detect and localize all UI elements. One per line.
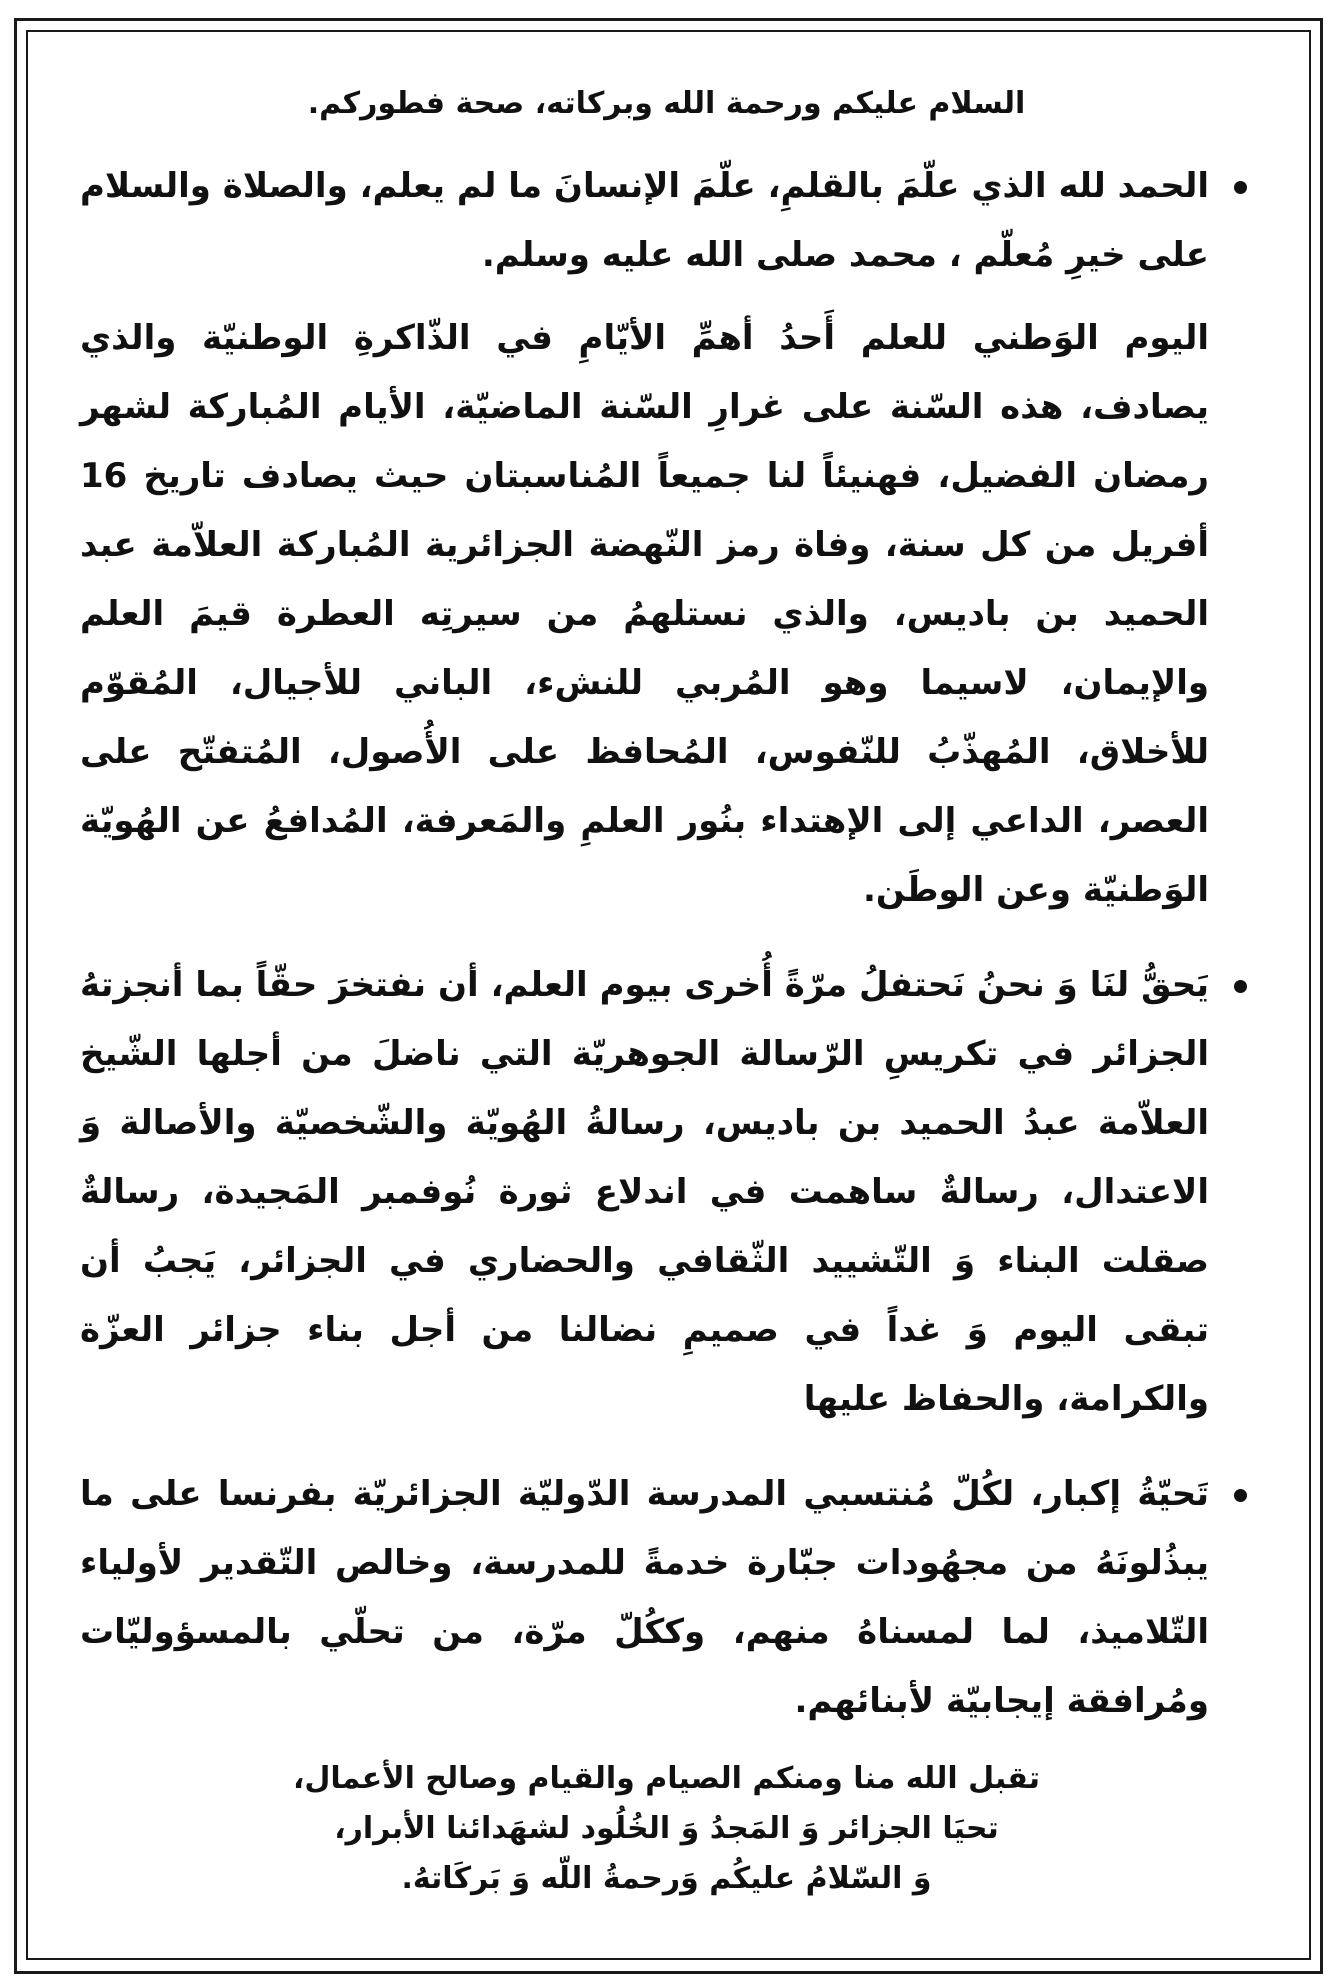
bullet-icon	[1234, 181, 1247, 194]
paragraph-text: تَحيّةُ إكبار، لكُلّ مُنتسبي المدرسة الدّوليّة الجزائريّة بفرنسا على ما يبذُلونَهُ من مجهُودات جبّارة خدمةً للمدرسة، وخالص التّقدير لأولياء التّلاميذ، لما لمسناهُ منهم، وككُلّ مرّة، من تحلّي بالمسؤوليّات ومُرافقة إيجابيّة لأبنائهم.	[80, 1474, 1209, 1721]
closing-block	[80, 1754, 1253, 1904]
closing-line-2: تحيَا الجزائر وَ المَجدُ وَ الخُلُود لشهَدائنا الأبرار،	[334, 1811, 999, 1846]
bullet-icon	[1234, 980, 1247, 993]
greeting-line: السلام عليكم ورحمة الله وبركاته، صحة فطوركم.	[307, 86, 1026, 121]
document-body	[80, 60, 1253, 1938]
paragraph-4	[80, 1460, 1253, 1736]
paragraph-3	[80, 951, 1253, 1434]
paragraph-1	[80, 152, 1253, 290]
paragraph-text: اليوم الوَطني للعلم أَحدُ أهمِّ الأيّامِ في الذّاكرةِ الوطنيّة والذي يصادف، هذه السّنة على غرارِ السّنة الماضيّة، الأيام المُباركة لشهر رمضان الفضيل، فهنيئاً لنا جميعاً المُناسبتان حيث يصادف تاريخ 16 أفريل من كل سنة، وفاة رمز النّهضة الجزائرية المُباركة العلاّمة عبد الحميد بن باديس، والذي نستلهمُ من سيرتِه العطرة قيمَ العلم والإيمان، لاسيما وهو المُربي للنشء، الباني للأجيال، المُقوّم للأخلاق، المُهذّبُ للنّفوس، المُحافظ على الأُصول، المُتفتّح على العصر، الداعي إلى الإهتداء بنُور العلمِ والمَعرفة، المُدافعُ عن الهُويّة الوَطنيّة وعن الوطَن.	[80, 318, 1209, 910]
paragraph-text: يَحقُّ لنَا وَ نحنُ نَحتفلُ مرّةً أُخرى بيوم العلم، أن نفتخرَ حقّاً بما أنجزتهُ الجزائر في تكريسِ الرّسالة الجوهريّة التي ناضلَ من أجلها الشّيخ العلاّمة عبدُ الحميد بن باديس، رسالةُ الهُويّة والشّخصيّة والأصالة وَ الاعتدال، رسالةٌ ساهمت في اندلاع ثورة نُوفمبر المَجيدة، رسالةٌ صقلت البناء وَ التّشييد الثّقافي والحضاري في الجزائر، يَجبُ أن تبقى اليوم وَ غداً في صميمِ نضالنا من أجل بناء جزائر العزّة والكرامة، والحفاظ عليها	[80, 965, 1209, 1419]
paragraph-2	[80, 304, 1253, 925]
paragraph-text: الحمد لله الذي علّمَ بالقلمِ، علّمَ الإنسانَ ما لم يعلم، والصلاة والسلام على خيرِ مُعلّم ، محمد صلى الله عليه وسلم.	[80, 166, 1209, 275]
closing-line-1: تقبل الله منا ومنكم الصيام والقيام وصالح الأعمال،	[292, 1761, 1041, 1796]
bullet-icon	[1234, 1489, 1247, 1502]
closing-line-3: وَ السّلامُ عليكُم وَرحمةُ اللّه وَ بَركَاتهُ.	[401, 1861, 932, 1896]
